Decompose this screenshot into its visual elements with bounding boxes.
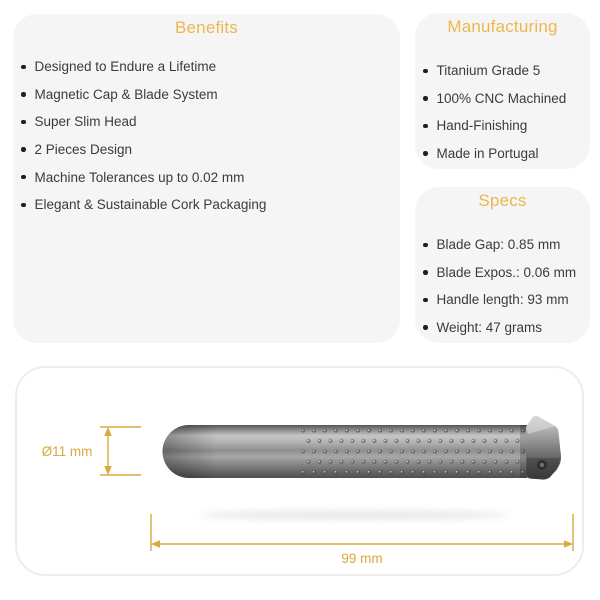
razor-diagram bbox=[15, 366, 584, 576]
razor-handle bbox=[163, 425, 528, 478]
manufacturing-list bbox=[415, 57, 590, 167]
arrow-up-icon bbox=[104, 427, 112, 436]
bullet-icon bbox=[21, 147, 26, 152]
length-dimension bbox=[151, 514, 573, 566]
manufacturing-item bbox=[421, 140, 586, 168]
manufacturing-text: 100% CNC Machined bbox=[436, 90, 567, 106]
bullet-icon bbox=[21, 203, 26, 208]
bullet-icon bbox=[423, 96, 428, 101]
benefit-text: Super Slim Head bbox=[34, 114, 137, 130]
arrow-down-icon bbox=[104, 466, 112, 475]
bullet-icon bbox=[21, 65, 26, 70]
benefit-item bbox=[19, 191, 396, 219]
bullet-icon bbox=[423, 69, 428, 74]
handle-shadow bbox=[200, 510, 510, 520]
head-screw-center bbox=[540, 463, 544, 467]
head-junction-shadow bbox=[520, 425, 527, 478]
spec-item bbox=[421, 286, 586, 314]
handle-cap-shading bbox=[163, 425, 218, 478]
benefit-text: Magnetic Cap & Blade System bbox=[34, 86, 218, 102]
bullet-icon bbox=[423, 325, 428, 330]
manufacturing-text: Made in Portugal bbox=[436, 146, 539, 162]
diameter-label: Ø11 mm bbox=[41, 444, 93, 459]
spec-item bbox=[421, 231, 586, 259]
manufacturing-item bbox=[421, 85, 586, 113]
diameter-dimension bbox=[42, 427, 141, 475]
benefit-text: Elegant & Sustainable Cork Packaging bbox=[34, 197, 267, 213]
bullet-icon bbox=[21, 175, 26, 180]
benefit-item bbox=[19, 163, 396, 191]
bullet-icon bbox=[423, 243, 428, 248]
benefits-card bbox=[13, 14, 400, 343]
diagram-card bbox=[15, 366, 584, 576]
manufacturing-text: Titanium Grade 5 bbox=[436, 63, 541, 79]
bullet-icon bbox=[423, 298, 428, 303]
benefit-item bbox=[19, 53, 396, 81]
manufacturing-title: Manufacturing bbox=[447, 17, 558, 36]
bullet-icon bbox=[21, 120, 26, 125]
razor-head bbox=[526, 416, 561, 480]
benefit-item bbox=[19, 108, 396, 136]
spec-text: Weight: 47 grams bbox=[436, 320, 543, 336]
benefits-title: Benefits bbox=[174, 18, 239, 37]
arrow-right-icon bbox=[564, 540, 573, 548]
spec-text: Blade Expos.: 0.06 mm bbox=[436, 264, 577, 280]
arrow-left-icon bbox=[151, 540, 160, 548]
benefit-text: 2 Pieces Design bbox=[34, 142, 133, 158]
specs-title: Specs bbox=[478, 191, 527, 210]
benefit-text: Designed to Endure a Lifetime bbox=[34, 59, 217, 75]
knurl-texture bbox=[300, 426, 525, 478]
benefit-text: Machine Tolerances up to 0.02 mm bbox=[34, 169, 245, 185]
specs-card bbox=[415, 187, 590, 343]
spec-item bbox=[421, 314, 586, 342]
benefit-item bbox=[19, 136, 396, 164]
manufacturing-card bbox=[415, 13, 590, 169]
spec-text: Handle length: 93 mm bbox=[436, 292, 569, 308]
benefit-item bbox=[19, 81, 396, 109]
manufacturing-text: Hand-Finishing bbox=[436, 118, 528, 134]
bullet-icon bbox=[423, 124, 428, 129]
manufacturing-item bbox=[421, 112, 586, 140]
spec-item bbox=[421, 259, 586, 287]
bullet-icon bbox=[423, 151, 428, 156]
bullet-icon bbox=[423, 270, 428, 275]
benefits-list bbox=[13, 53, 400, 219]
specs-list bbox=[415, 231, 590, 341]
length-label: 99 mm bbox=[341, 551, 383, 566]
manufacturing-item bbox=[421, 57, 586, 85]
spec-text: Blade Gap: 0.85 mm bbox=[436, 237, 561, 253]
bullet-icon bbox=[21, 92, 26, 97]
